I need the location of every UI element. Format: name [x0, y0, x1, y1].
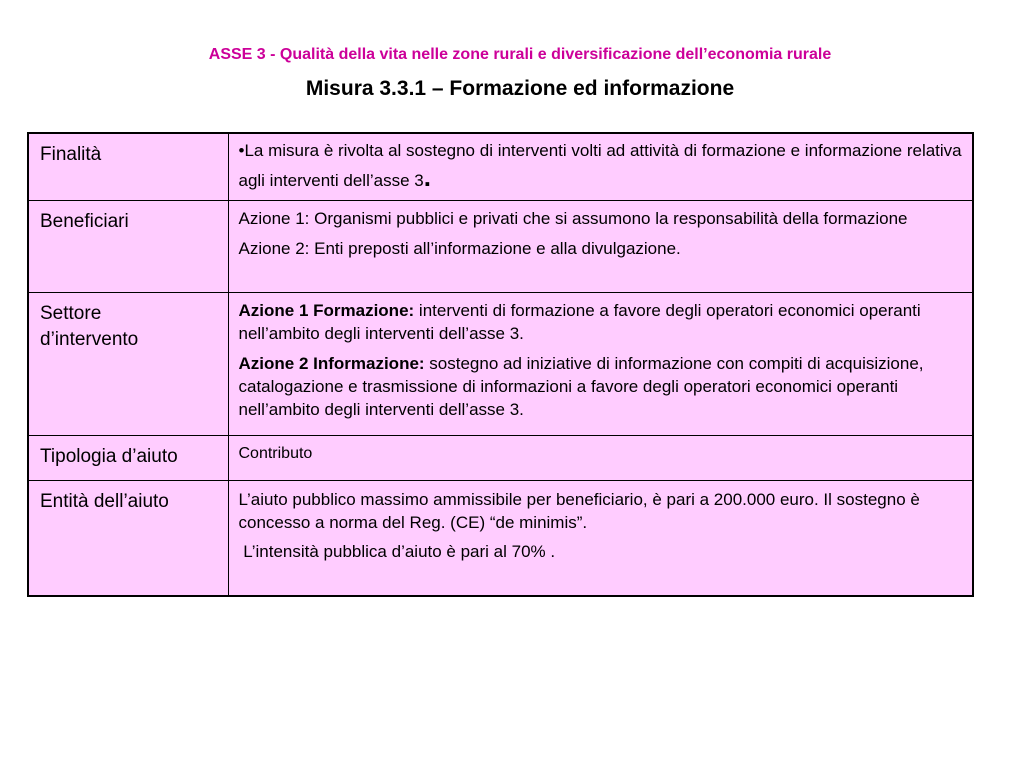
- beneficiari-azione-1: Azione 1: Organismi pubblici e privati che si assumono la responsabilità della formazione: [238, 208, 908, 228]
- tipologia-text: Contributo: [238, 444, 313, 462]
- row-content-settore: [228, 292, 973, 435]
- row-label-text: Tipologia d’aiuto: [40, 445, 178, 467]
- entita-paragraph-2: L’intensità pubblica d’aiuto è pari al 70% .: [238, 541, 556, 561]
- settore-azione-1: [239, 299, 965, 345]
- row-content-tipologia: [228, 435, 973, 480]
- row-content-finalita: [228, 133, 973, 200]
- row-label-line: Settore: [40, 302, 102, 324]
- settore-azione-2-title: Azione 2 Informazione:: [238, 353, 425, 373]
- entita-paragraph-1: L’aiuto pubblico massimo ammissibile per beneficiario, è pari a 200.000 euro. Il sostegno è concesso a norma del Reg. (CE) “de minimis”.: [238, 489, 920, 532]
- row-label-text: Entità dell’aiuto: [40, 490, 169, 512]
- row-label-text: Finalità: [40, 144, 102, 165]
- table-row-finalita: [28, 133, 973, 200]
- row-label-beneficiari: [28, 200, 228, 292]
- settore-azione-1-title: Azione 1 Formazione:: [238, 300, 415, 320]
- settore-azione-2-text: sostegno ad iniziative di informazione con compiti di acquisizione, catalogazione e trasmissione di informazioni a favore degli operatori economici operanti nell’ambito degli interventi dell’asse 3.: [238, 353, 924, 419]
- row-label-entita: [28, 480, 228, 596]
- row-label-finalita: [28, 133, 228, 200]
- table-row-entita: [28, 480, 973, 596]
- finalita-text: •La misura è rivolta al sostegno di interventi volti ad attività di formazione e informazione relativa agli interventi dell’asse 3: [238, 141, 962, 190]
- table-row-beneficiari: [28, 200, 973, 292]
- beneficiari-azione-2: Azione 2: Enti preposti all’informazione e alla divulgazione.: [238, 238, 681, 258]
- row-content-entita: [228, 480, 973, 596]
- row-label-text: Beneficiari: [40, 210, 129, 232]
- settore-azione-2: [239, 352, 965, 421]
- row-content-beneficiari: [228, 200, 973, 292]
- finalita-period: .: [423, 162, 431, 192]
- row-label-settore: [28, 292, 228, 435]
- row-label-line: d’intervento: [40, 328, 139, 350]
- row-label-tipologia: [28, 435, 228, 480]
- page-subtitle: Misura 3.3.1 – Formazione ed informazione: [305, 77, 735, 100]
- settore-azione-1-text: interventi di formazione a favore degli operatori economici operanti nell’ambito degli interventi dell’asse 3.: [238, 300, 921, 343]
- table-row-tipologia: [28, 435, 973, 480]
- table-row-settore: [28, 292, 973, 435]
- page-title: ASSE 3 - Qualità della vita nelle zone rurali e diversificazione dell’economia rurale: [208, 46, 832, 63]
- measure-table: [27, 132, 974, 597]
